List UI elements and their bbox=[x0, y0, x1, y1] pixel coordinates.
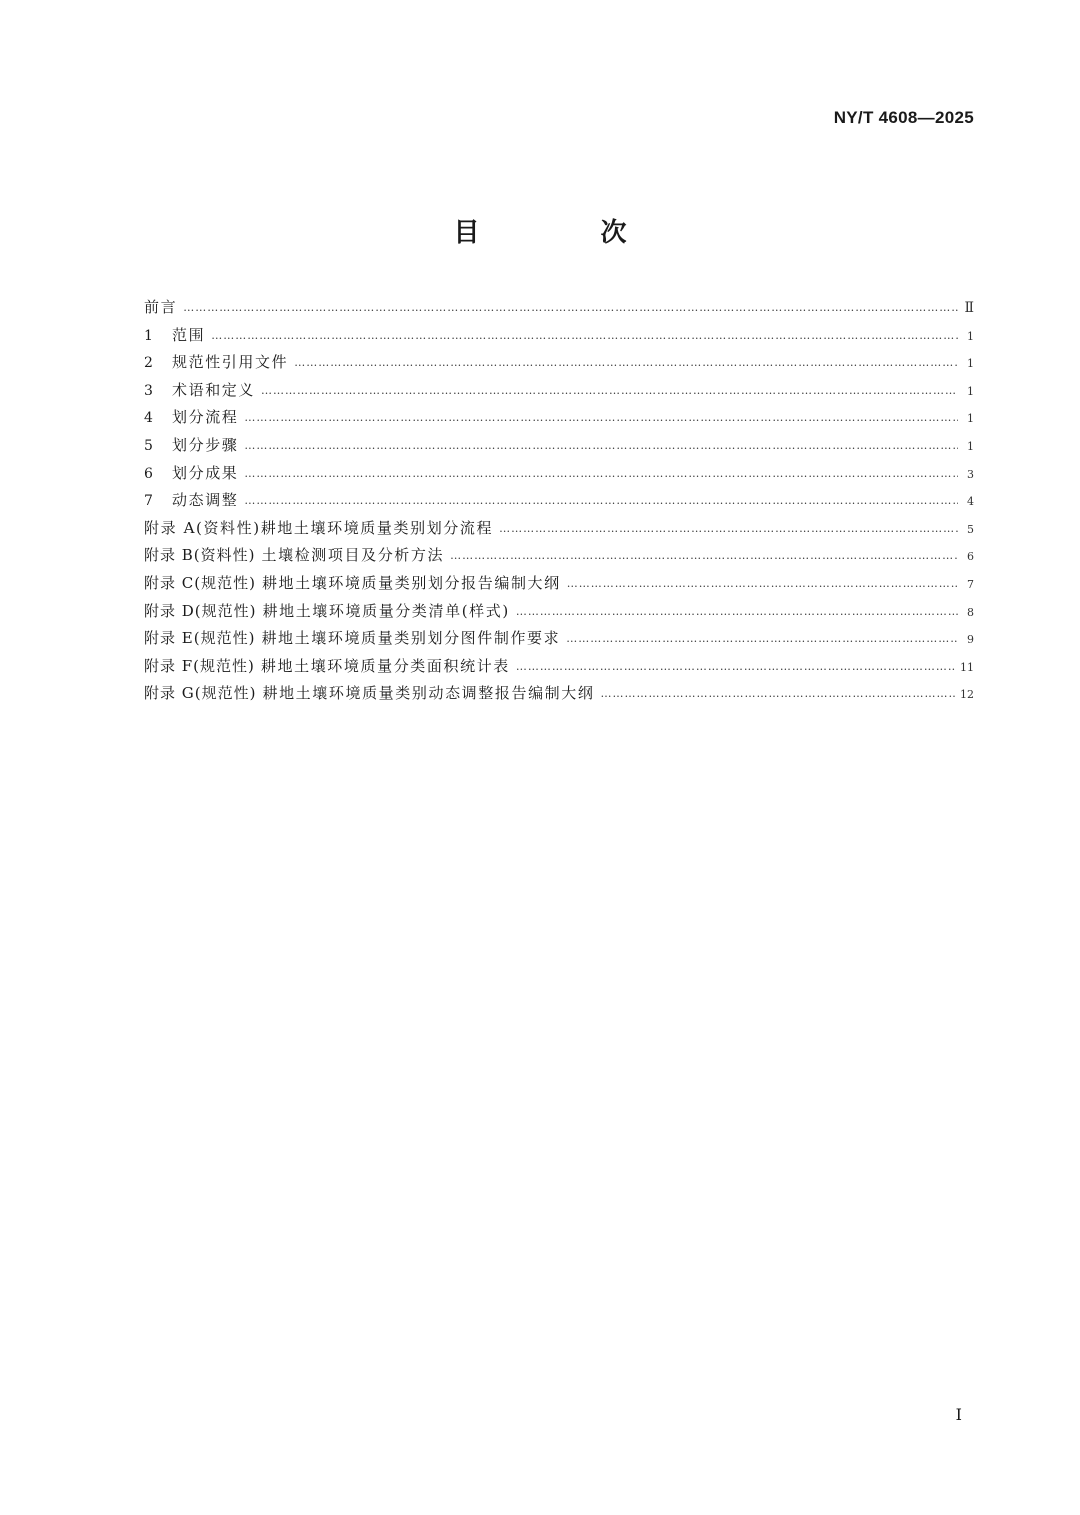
toc-entry-label: 范围 bbox=[172, 325, 206, 344]
toc-leader-dots bbox=[211, 322, 958, 350]
toc-page-number: 11 bbox=[960, 660, 974, 674]
toc-entry-2[interactable] bbox=[144, 349, 974, 377]
toc-section-number: 4 bbox=[144, 410, 153, 427]
toc-page-number: 6 bbox=[967, 550, 974, 564]
toc-entry-label: 耕地土壤环境质量类别动态调整报告编制大纲 bbox=[262, 684, 595, 703]
toc-entry-appendix-a[interactable] bbox=[144, 515, 974, 543]
toc-entry-label: 划分流程 bbox=[172, 408, 239, 427]
toc-entry-3[interactable] bbox=[144, 377, 974, 405]
table-of-contents bbox=[144, 294, 974, 708]
page-number: Ⅰ bbox=[955, 1405, 962, 1424]
toc-entry-label: 耕地土壤环境质量类别划分报告编制大纲 bbox=[261, 573, 561, 592]
toc-page-number: 1 bbox=[967, 357, 974, 371]
toc-entry-4[interactable] bbox=[144, 404, 974, 432]
toc-leader-dots bbox=[244, 432, 958, 460]
toc-section-number: 5 bbox=[144, 437, 153, 454]
toc-entry-label: 规范性引用文件 bbox=[172, 353, 289, 372]
toc-page-number: 8 bbox=[967, 605, 974, 619]
toc-section-number: 6 bbox=[144, 465, 153, 482]
toc-section-number: 2 bbox=[144, 355, 153, 372]
page-title: 目 次 bbox=[453, 218, 683, 248]
toc-entry-7[interactable] bbox=[144, 487, 974, 515]
toc-entry-label: 耕地土壤环境质量分类清单(样式) bbox=[262, 601, 510, 620]
toc-leader-dots bbox=[244, 460, 958, 488]
toc-entry-foreword[interactable] bbox=[144, 294, 974, 322]
toc-entry-label: 术语和定义 bbox=[172, 380, 256, 399]
toc-page-number: Ⅱ bbox=[964, 300, 974, 316]
toc-leader-dots bbox=[244, 487, 958, 515]
toc-leader-dots bbox=[450, 542, 958, 570]
toc-entry-appendix-g[interactable] bbox=[144, 680, 974, 708]
toc-appendix-prefix: 附录 D(规范性) bbox=[144, 601, 257, 620]
toc-entry-appendix-d[interactable] bbox=[144, 598, 974, 626]
toc-entry-label: 耕地土壤环境质量分类面积统计表 bbox=[260, 656, 510, 675]
toc-section-number: 1 bbox=[144, 327, 153, 344]
toc-leader-dots bbox=[244, 404, 958, 432]
toc-page-number: 7 bbox=[967, 577, 974, 591]
toc-appendix-prefix: 附录 E(规范性) bbox=[144, 629, 256, 648]
toc-entry-label: 动态调整 bbox=[172, 491, 239, 510]
toc-page-number: 3 bbox=[967, 467, 974, 481]
toc-page-number: 1 bbox=[967, 384, 974, 398]
toc-entry-appendix-b[interactable] bbox=[144, 542, 974, 570]
toc-leader-dots bbox=[499, 515, 958, 543]
toc-section-number: 3 bbox=[144, 382, 153, 399]
toc-page-number: 5 bbox=[967, 522, 974, 536]
toc-leader-dots bbox=[516, 653, 956, 681]
toc-page-number: 1 bbox=[967, 412, 974, 426]
toc-page-number: 1 bbox=[967, 329, 974, 343]
toc-appendix-prefix: 附录 F(规范性) bbox=[144, 656, 255, 675]
toc-entry-appendix-e[interactable] bbox=[144, 625, 974, 653]
toc-entry-label: 划分步骤 bbox=[172, 435, 239, 454]
toc-page-number: 9 bbox=[967, 633, 974, 647]
toc-appendix-prefix: 附录 C(规范性) bbox=[144, 573, 256, 592]
toc-entry-appendix-c[interactable] bbox=[144, 570, 974, 598]
toc-page-number: 1 bbox=[967, 439, 974, 453]
toc-entry-label: 附录 A(资料性)耕地土壤环境质量类别划分流程 bbox=[144, 518, 494, 537]
toc-leader-dots bbox=[516, 598, 958, 626]
toc-leader-dots bbox=[261, 377, 958, 405]
toc-entry-5[interactable] bbox=[144, 432, 974, 460]
toc-entry-label: 划分成果 bbox=[172, 463, 239, 482]
toc-leader-dots bbox=[566, 625, 958, 653]
toc-page-number: 4 bbox=[967, 495, 974, 509]
toc-page-number: 12 bbox=[960, 688, 974, 702]
standard-code: NY/T 4608—2025 bbox=[833, 108, 974, 127]
toc-appendix-prefix: 附录 B(资料性) bbox=[144, 546, 256, 565]
toc-leader-dots bbox=[183, 294, 958, 322]
toc-section-number: 7 bbox=[144, 493, 153, 510]
toc-entry-label: 土壤检测项目及分析方法 bbox=[261, 546, 445, 565]
toc-leader-dots bbox=[600, 680, 956, 708]
toc-entry-1[interactable] bbox=[144, 322, 974, 350]
toc-leader-dots bbox=[294, 349, 958, 377]
toc-appendix-prefix: 附录 G(规范性) bbox=[144, 684, 257, 703]
toc-entry-6[interactable] bbox=[144, 460, 974, 488]
toc-entry-label: 耕地土壤环境质量类别划分图件制作要求 bbox=[261, 629, 561, 648]
toc-entry-appendix-f[interactable] bbox=[144, 653, 974, 681]
toc-leader-dots bbox=[567, 570, 958, 598]
toc-entry-label: 前言 bbox=[144, 298, 178, 316]
